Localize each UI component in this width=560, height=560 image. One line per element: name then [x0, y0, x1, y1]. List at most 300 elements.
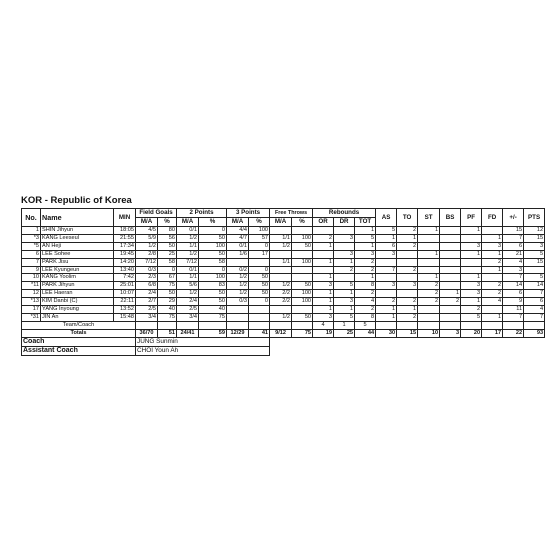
player-name: KANG Yoolim [41, 274, 114, 282]
player-fd: 1 [482, 266, 503, 274]
player-p2-ma: 2/5 [177, 306, 199, 314]
player-row [22, 306, 545, 314]
col-pf: PF [461, 209, 482, 227]
totals-p2-pct: 59 [199, 329, 227, 337]
coach-row [22, 337, 545, 346]
player-bs [440, 313, 461, 321]
player-st [418, 242, 440, 250]
box-score-table [21, 208, 545, 356]
player-pts: 6 [524, 298, 545, 306]
col-ft-ma: M/A [270, 218, 292, 227]
col-name: Name [41, 209, 114, 227]
player-p2-ma: 1/1 [177, 242, 199, 250]
player-p2-pct: 50 [199, 234, 227, 242]
totals-fg-pct: 51 [158, 329, 177, 337]
player-st [418, 234, 440, 242]
player-p2-pct: 0 [199, 266, 227, 274]
col-p3-ma: M/A [227, 218, 249, 227]
player-dr: 2 [334, 266, 355, 274]
player-ft-ma [270, 306, 292, 314]
player-no: 9 [22, 266, 41, 274]
player-p2-ma: 1/2 [177, 250, 199, 258]
player-bs [440, 250, 461, 258]
totals-bs: 3 [440, 329, 461, 337]
player-tot: 3 [355, 250, 376, 258]
player-pts: 5 [524, 250, 545, 258]
player-tot: 8 [355, 282, 376, 290]
player-p3-ma: 1/2 [227, 274, 249, 282]
player-min: 13:52 [114, 306, 136, 314]
player-p2-ma: 5/6 [177, 282, 199, 290]
player-st [418, 313, 440, 321]
totals-p3-pct: 41 [249, 329, 270, 337]
player-dr [334, 274, 355, 282]
col-tot: TOT [355, 218, 376, 227]
player-ft-pct: 50 [292, 242, 313, 250]
player-plus-minus: 4 [503, 258, 524, 266]
player-fd: 2 [482, 282, 503, 290]
player-no: 17 [22, 306, 41, 314]
player-or [313, 266, 334, 274]
player-as: 2 [376, 298, 397, 306]
player-fg-ma: 7/12 [136, 258, 158, 266]
player-tot: 4 [355, 298, 376, 306]
player-name: PARK Jihyun [41, 282, 114, 290]
player-fd [482, 274, 503, 282]
team-coach-row [22, 321, 545, 329]
player-plus-minus: 3 [503, 266, 524, 274]
player-dr: 5 [334, 313, 355, 321]
player-pf: 2 [461, 306, 482, 314]
player-ft-pct: 100 [292, 234, 313, 242]
player-to: 2 [397, 266, 418, 274]
totals-fd: 17 [482, 329, 503, 337]
player-row [22, 250, 545, 258]
totals-plus-minus: 22 [503, 329, 524, 337]
player-to: 3 [397, 282, 418, 290]
player-name: JIN An [41, 313, 114, 321]
team-coach-tot: 5 [355, 321, 376, 329]
player-p3-ma: 4/4 [227, 227, 249, 235]
player-name: PARK Jisu [41, 258, 114, 266]
group-3-points: 3 Points [227, 209, 270, 218]
player-or: 1 [313, 242, 334, 250]
player-fd: 2 [482, 258, 503, 266]
player-bs [440, 242, 461, 250]
player-min: 10:07 [114, 290, 136, 298]
col-to: TO [397, 209, 418, 227]
player-tot: 2 [355, 266, 376, 274]
col-plus-minus: +/- [503, 209, 524, 227]
col-or: OR [313, 218, 334, 227]
player-fg-pct: 50 [158, 242, 177, 250]
player-as: 1 [376, 313, 397, 321]
totals-ft-pct: 75 [292, 329, 313, 337]
player-st [418, 258, 440, 266]
col-bs: BS [440, 209, 461, 227]
player-min: 25:01 [114, 282, 136, 290]
player-bs [440, 266, 461, 274]
player-fd: 1 [482, 313, 503, 321]
coach-label: Coach [22, 337, 136, 346]
col-no: No. [22, 209, 41, 227]
player-pf: 3 [461, 290, 482, 298]
player-or [313, 250, 334, 258]
team-title: KOR - Republic of Korea [21, 195, 132, 206]
player-ft-pct [292, 227, 313, 235]
player-or: 1 [313, 306, 334, 314]
player-st: 1 [418, 250, 440, 258]
player-fd [482, 227, 503, 235]
player-fd [482, 306, 503, 314]
player-to: 2 [397, 298, 418, 306]
player-tot: 1 [355, 274, 376, 282]
player-ft-pct [292, 274, 313, 282]
player-ft-pct: 100 [292, 258, 313, 266]
player-or: 1 [313, 258, 334, 266]
player-fg-ma: 2/4 [136, 290, 158, 298]
player-to: 2 [397, 227, 418, 235]
player-p2-pct: 50 [199, 250, 227, 258]
player-dr: 3 [334, 250, 355, 258]
player-tot: 1 [355, 242, 376, 250]
player-as: 1 [376, 306, 397, 314]
player-name: YANG Inyoung [41, 306, 114, 314]
player-min: 13:40 [114, 266, 136, 274]
player-bs [440, 274, 461, 282]
player-fg-ma: 2/7 [136, 298, 158, 306]
team-coach-label: Team/Coach [22, 321, 136, 329]
totals-pts: 93 [524, 329, 545, 337]
player-to: 1 [397, 306, 418, 314]
player-fd: 4 [482, 298, 503, 306]
player-or: 1 [313, 290, 334, 298]
totals-tot: 44 [355, 329, 376, 337]
col-min: MIN [114, 209, 136, 227]
player-fg-pct: 56 [158, 234, 177, 242]
player-plus-minus: 7 [503, 274, 524, 282]
player-dr: 5 [334, 282, 355, 290]
player-no: *13 [22, 298, 41, 306]
player-p2-ma: 7/12 [177, 258, 199, 266]
player-plus-minus: 6 [503, 242, 524, 250]
player-fd: 1 [482, 234, 503, 242]
totals-ft-ma: 9/12 [270, 329, 292, 337]
player-to [397, 258, 418, 266]
player-fg-ma: 2/3 [136, 274, 158, 282]
player-fg-pct: 58 [158, 258, 177, 266]
totals-fg-ma: 36/70 [136, 329, 158, 337]
player-p3-pct: 57 [249, 234, 270, 242]
player-p3-ma: 1/2 [227, 290, 249, 298]
player-p2-pct: 100 [199, 274, 227, 282]
player-p3-ma [227, 258, 249, 266]
coach-name: JUNG Sunmin [136, 337, 270, 346]
totals-label: Totals [22, 329, 136, 337]
player-plus-minus: 14 [503, 282, 524, 290]
player-fg-ma: 6/8 [136, 282, 158, 290]
player-dr [334, 242, 355, 250]
box-score-sheet [21, 195, 545, 356]
player-dr: 1 [334, 258, 355, 266]
player-ft-ma: 1/2 [270, 282, 292, 290]
player-row [22, 234, 545, 242]
group-free-throws: Free Throws [270, 209, 313, 218]
player-p3-pct: 50 [249, 274, 270, 282]
group-rebounds: Rebounds [313, 209, 376, 218]
player-fg-ma: 2/8 [136, 250, 158, 258]
player-dr [334, 227, 355, 235]
player-bs: 2 [440, 298, 461, 306]
player-name: LEE Sohee [41, 250, 114, 258]
player-or: 3 [313, 313, 334, 321]
player-pf: 1 [461, 250, 482, 258]
player-no: 12 [22, 290, 41, 298]
player-fg-pct: 75 [158, 282, 177, 290]
player-ft-pct: 50 [292, 313, 313, 321]
player-fg-pct: 25 [158, 250, 177, 258]
player-as: 5 [376, 227, 397, 235]
player-st: 2 [418, 290, 440, 298]
player-plus-minus: 7 [503, 234, 524, 242]
player-p2-ma: 1/2 [177, 234, 199, 242]
player-plus-minus: 6 [503, 290, 524, 298]
player-pts: 7 [524, 290, 545, 298]
totals-p2-ma: 24/41 [177, 329, 199, 337]
player-pts: 7 [524, 313, 545, 321]
col-dr: DR [334, 218, 355, 227]
player-ft-pct [292, 250, 313, 258]
player-as: 7 [376, 266, 397, 274]
player-pf: 3 [461, 242, 482, 250]
player-to: 2 [397, 242, 418, 250]
player-st [418, 266, 440, 274]
player-dr: 1 [334, 306, 355, 314]
player-ft-ma: 1/2 [270, 313, 292, 321]
player-pts: 5 [524, 274, 545, 282]
player-no: 7 [22, 258, 41, 266]
player-ft-pct: 100 [292, 290, 313, 298]
player-ft-ma: 1/1 [270, 258, 292, 266]
player-no: 1 [22, 227, 41, 235]
player-ft-ma [270, 227, 292, 235]
player-pf [461, 266, 482, 274]
player-fg-ma: 0/3 [136, 266, 158, 274]
player-or: 1 [313, 274, 334, 282]
player-p3-pct: 17 [249, 250, 270, 258]
player-min: 17:34 [114, 242, 136, 250]
player-p3-ma: 0/1 [227, 242, 249, 250]
player-fg-ma: 1/2 [136, 242, 158, 250]
player-p3-ma: 1/6 [227, 250, 249, 258]
player-ft-pct: 50 [292, 282, 313, 290]
player-p3-pct: 0 [249, 242, 270, 250]
totals-as: 30 [376, 329, 397, 337]
player-min: 15:48 [114, 313, 136, 321]
col-as: AS [376, 209, 397, 227]
player-as: 6 [376, 242, 397, 250]
player-p3-pct [249, 313, 270, 321]
totals-st: 10 [418, 329, 440, 337]
player-tot: 1 [355, 227, 376, 235]
player-fg-pct: 29 [158, 298, 177, 306]
player-p2-pct: 83 [199, 282, 227, 290]
col-fd: FD [482, 209, 503, 227]
col-fg-pct: % [158, 218, 177, 227]
player-fg-pct: 0 [158, 266, 177, 274]
player-p3-pct: 50 [249, 290, 270, 298]
player-to [397, 290, 418, 298]
player-tot: 2 [355, 290, 376, 298]
player-row [22, 290, 545, 298]
assistant-coach-label: Assistant Coach [22, 346, 136, 355]
player-as [376, 274, 397, 282]
player-p2-pct: 40 [199, 306, 227, 314]
player-row [22, 298, 545, 306]
player-pts: 4 [524, 306, 545, 314]
player-bs [440, 227, 461, 235]
col-ft-pct: % [292, 218, 313, 227]
player-fg-ma: 4/5 [136, 227, 158, 235]
totals-p3-ma: 12/29 [227, 329, 249, 337]
player-or: 1 [313, 298, 334, 306]
team-coach-or: 4 [313, 321, 334, 329]
player-plus-minus: 11 [503, 306, 524, 314]
player-tot: 2 [355, 258, 376, 266]
player-pts: 15 [524, 258, 545, 266]
player-row [22, 258, 545, 266]
player-fg-ma: 5/9 [136, 234, 158, 242]
player-p3-pct: 0 [249, 266, 270, 274]
player-row [22, 266, 545, 274]
player-p2-ma: 1/2 [177, 290, 199, 298]
col-st: ST [418, 209, 440, 227]
player-st: 2 [418, 298, 440, 306]
player-dr: 3 [334, 298, 355, 306]
player-as: 3 [376, 250, 397, 258]
player-pf: 1 [461, 298, 482, 306]
assistant-coach-name: CHOI Youn Ah [136, 346, 270, 355]
player-p2-pct: 50 [199, 298, 227, 306]
player-or: 3 [313, 282, 334, 290]
player-pf: 1 [461, 274, 482, 282]
player-plus-minus: 15 [503, 227, 524, 235]
player-no: *11 [22, 282, 41, 290]
player-no: 10 [22, 274, 41, 282]
player-bs [440, 306, 461, 314]
player-name: KIM Danbi (C) [41, 298, 114, 306]
player-fg-ma: 2/5 [136, 306, 158, 314]
player-bs [440, 234, 461, 242]
player-name: AN Heji [41, 242, 114, 250]
player-pts: 14 [524, 282, 545, 290]
player-p2-ma: 3/4 [177, 313, 199, 321]
player-name: SHIN Jihyun [41, 227, 114, 235]
player-min: 7:42 [114, 274, 136, 282]
player-row [22, 242, 545, 250]
player-p3-ma: 0/2 [227, 266, 249, 274]
player-fg-pct: 67 [158, 274, 177, 282]
player-fg-pct: 80 [158, 227, 177, 235]
player-p2-ma: 0/1 [177, 227, 199, 235]
player-ft-ma [270, 274, 292, 282]
player-or: 2 [313, 234, 334, 242]
player-as [376, 290, 397, 298]
player-ft-pct [292, 306, 313, 314]
player-ft-pct [292, 266, 313, 274]
assistant-coach-row [22, 346, 545, 355]
player-plus-minus: 9 [503, 298, 524, 306]
player-p2-pct: 100 [199, 242, 227, 250]
player-fg-ma: 3/4 [136, 313, 158, 321]
player-p2-pct: 58 [199, 258, 227, 266]
totals-pf: 20 [461, 329, 482, 337]
team-coach-dr: 1 [334, 321, 355, 329]
player-fg-pct: 50 [158, 290, 177, 298]
player-p3-ma: 1/2 [227, 282, 249, 290]
player-st: 2 [418, 282, 440, 290]
player-to: 2 [397, 313, 418, 321]
player-row [22, 313, 545, 321]
player-or [313, 227, 334, 235]
player-p3-pct: 100 [249, 227, 270, 235]
player-fd: 3 [482, 242, 503, 250]
player-p2-pct: 50 [199, 290, 227, 298]
player-pts: 12 [524, 227, 545, 235]
player-tot: 2 [355, 306, 376, 314]
player-st: 1 [418, 227, 440, 235]
col-p2-pct: % [199, 218, 227, 227]
player-fg-pct: 40 [158, 306, 177, 314]
player-tot: 8 [355, 313, 376, 321]
player-pf [461, 234, 482, 242]
player-ft-ma: 2/2 [270, 290, 292, 298]
player-p2-pct: 0 [199, 227, 227, 235]
player-pf: 5 [461, 313, 482, 321]
player-p2-pct: 75 [199, 313, 227, 321]
player-fd: 2 [482, 290, 503, 298]
player-p3-ma: 4/7 [227, 234, 249, 242]
player-as [376, 258, 397, 266]
totals-dr: 25 [334, 329, 355, 337]
player-bs [440, 282, 461, 290]
player-ft-ma: 1/2 [270, 242, 292, 250]
player-p3-ma: 0/3 [227, 298, 249, 306]
player-row [22, 282, 545, 290]
player-name: LEE Kyungeun [41, 266, 114, 274]
player-rows [22, 227, 545, 322]
player-st: 1 [418, 274, 440, 282]
player-p3-pct [249, 306, 270, 314]
player-min: 18:05 [114, 227, 136, 235]
player-name: LEE Haeran [41, 290, 114, 298]
player-p3-pct: 50 [249, 282, 270, 290]
player-p3-ma [227, 306, 249, 314]
player-dr: 1 [334, 290, 355, 298]
player-bs [440, 258, 461, 266]
player-pf: 3 [461, 282, 482, 290]
player-min: 21:55 [114, 234, 136, 242]
group-2-points: 2 Points [177, 209, 227, 218]
player-ft-ma [270, 250, 292, 258]
player-as: 1 [376, 234, 397, 242]
player-row [22, 274, 545, 282]
player-p3-ma [227, 313, 249, 321]
player-plus-minus: 21 [503, 250, 524, 258]
player-p2-ma: 2/4 [177, 298, 199, 306]
player-to [397, 250, 418, 258]
player-p3-pct [249, 258, 270, 266]
